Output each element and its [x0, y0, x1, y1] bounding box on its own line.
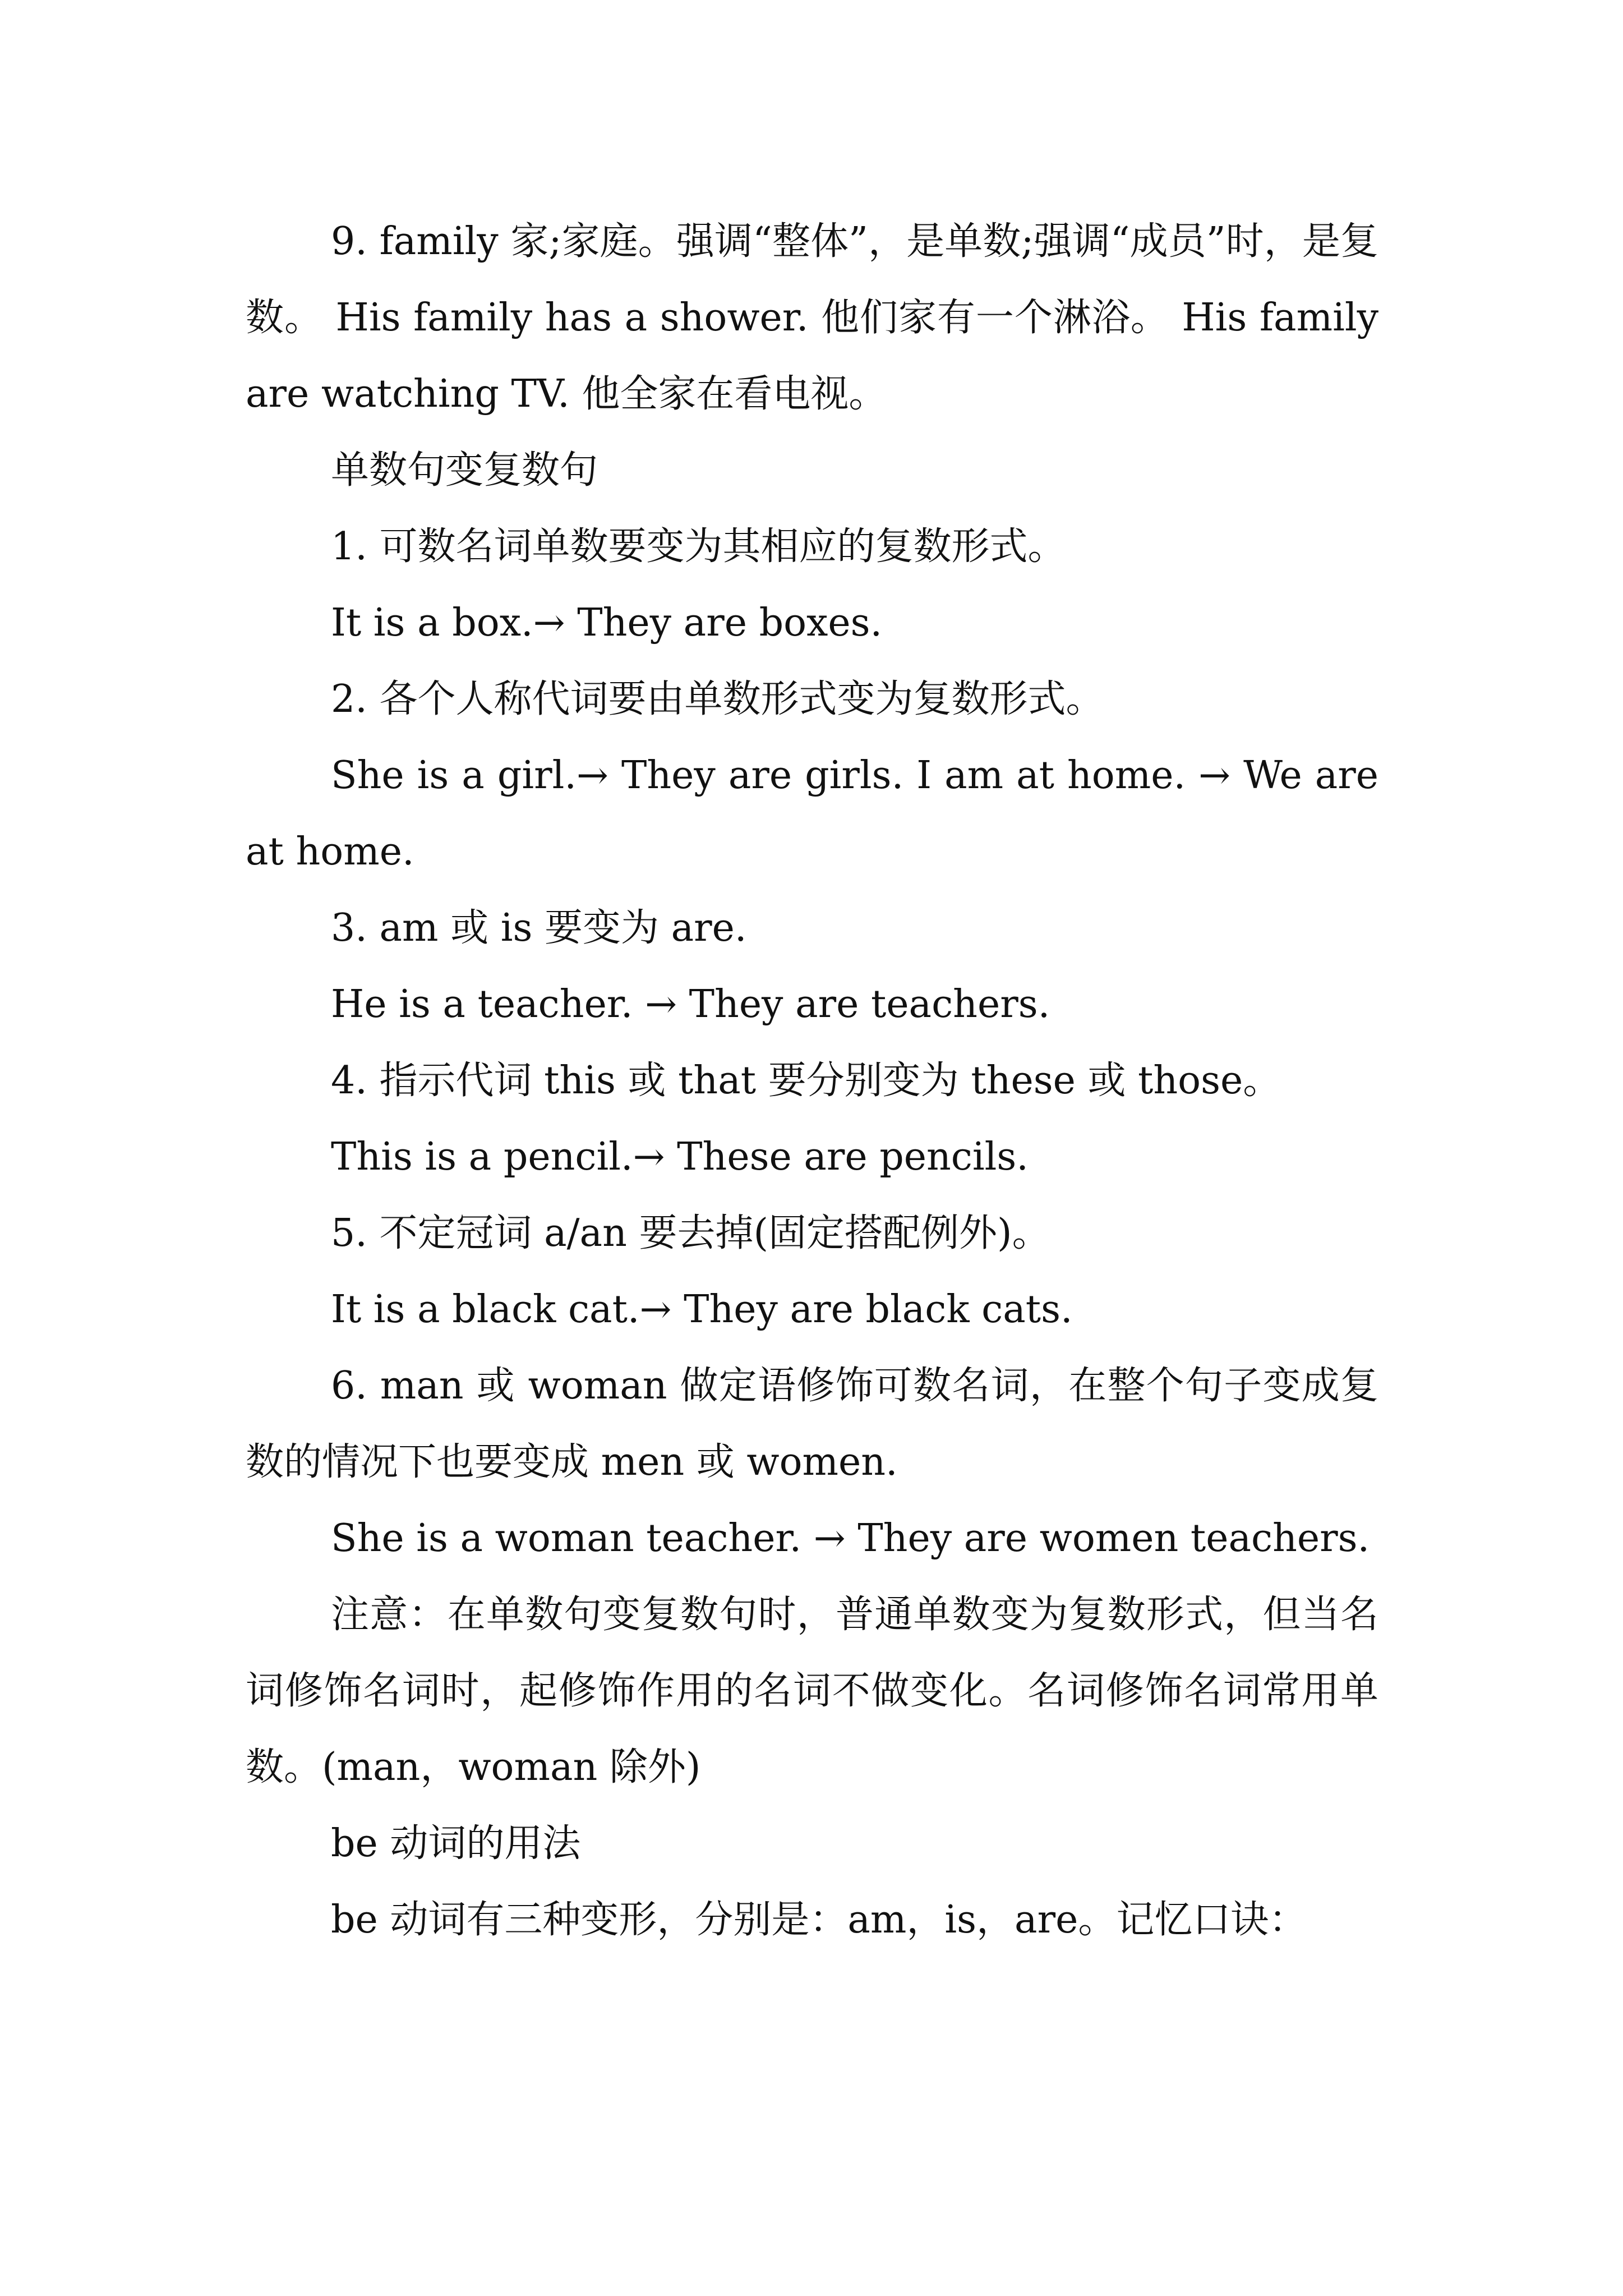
example-6: She is a woman teacher. → They are women teachers. — [331, 1516, 1370, 1561]
example-2: She is a girl.→ They are girls. I am at home. → We are at home. — [246, 753, 1378, 874]
example-5: It is a black cat.→ They are black cats. — [331, 1287, 1073, 1332]
rule-1: 1. 可数名词单数要变为其相应的复数形式。 — [331, 524, 1066, 569]
example-4: This is a pencil.→ These are pencils. — [331, 1135, 1029, 1179]
rule-4: 4. 指示代词 this 或 that 要分别变为 these 或 those。 — [331, 1059, 1281, 1103]
rule-5: 5. 不定冠词 a/an 要去掉(固定搭配例外)。 — [331, 1211, 1050, 1255]
note-paragraph: 注意：在单数句变复数句时，普通单数变为复数形式，但当名词修饰名词时，起修饰作用的名词不做变化。名词修饰名词常用单数。(man，woman 除外) — [246, 1593, 1378, 1789]
be-verb-forms: be 动词有三种变形，分别是：am，is，are。记忆口诀： — [331, 1898, 1307, 1942]
rule-2: 2. 各个人称代词要由单数形式变为复数形式。 — [331, 677, 1104, 721]
section-heading-be-verb: be 动词的用法 — [331, 1821, 581, 1866]
rule-3: 3. am 或 is 要变为 are. — [331, 906, 747, 950]
paragraph-family-note: 9. family 家;家庭。强调“整体”，是单数;强调“成员”时，是复数。 His family has a shower. 他们家有一个淋浴。 His family are watching TV. 他全家在看电视。 — [246, 219, 1378, 416]
rule-6: 6. man 或 woman 做定语修饰可数名词，在整个句子变成复数的情况下也要变成 men 或 women. — [246, 1364, 1378, 1484]
example-1: It is a box.→ They are boxes. — [331, 601, 883, 645]
example-3: He is a teacher. → They are teachers. — [331, 982, 1050, 1027]
document-body — [246, 204, 1378, 1958]
section-heading-singular-to-plural: 单数句变复数句 — [331, 448, 598, 493]
